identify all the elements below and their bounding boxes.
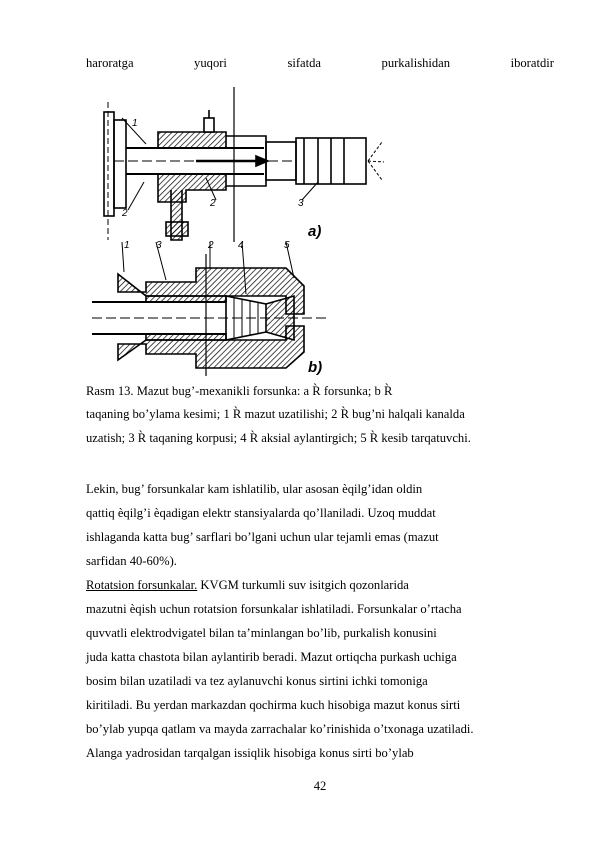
section-heading: Rotatsion forsunkalar. — [86, 578, 198, 592]
paragraph-line: quvvatli elektrodvigatel bilan ta’minlangan bo’lib, purkalish konusini — [86, 626, 437, 640]
paragraph-line: bosim bilan uzatiladi va tez aylanuvchi konus sirtini ichki tomoniga — [86, 674, 428, 688]
label-a-1: 1 — [132, 118, 138, 129]
label-a-2: 2 — [122, 208, 128, 219]
paragraph-line: Alanga yadrosidan tarqalgan issiqlik hisobiga konus sirti bo’ylab — [86, 746, 414, 760]
label-b-1: 1 — [124, 240, 130, 251]
label-a-2b: 2 — [210, 198, 216, 209]
paragraph-line: Lekin, bug’ forsunkalar kam ishlatilib, ular asosan ѐqilg’idan oldin — [86, 482, 423, 496]
paragraph-line: qattiq ѐqilg’i ѐqadigan elektr stansiyalarda qo’llaniladi. Uzoq muddat — [86, 506, 436, 520]
panel-b-drawing — [92, 242, 326, 376]
paragraph-line: bo’ylab yupqa qatlam va mayda zarrachalar ko’rinishida o’txonaga uzatiladi. — [86, 722, 474, 736]
caption-line: Rasm 13. Mazut bug’-mexanikli forsunka: a R̀ forsunka; b R̀ — [86, 384, 393, 398]
section-heading-line — [86, 577, 409, 593]
label-a-3: 3 — [298, 198, 304, 209]
label-b-3: 3 — [156, 240, 162, 251]
panel-a-drawing — [104, 87, 384, 242]
top-word: sifatda — [287, 56, 322, 70]
top-word: purkalishidan — [381, 56, 451, 70]
page-number: 42 — [313, 779, 327, 793]
panel-b-label: b) — [308, 359, 323, 376]
top-word: haroratga — [86, 56, 134, 70]
paragraph-line: sarfidan 40-60%). — [86, 554, 177, 568]
paragraph-line: juda katta chastota bilan aylantirib beradi. Mazut ortiqcha purkash uchiga — [86, 650, 457, 664]
paragraph-line: kiritiladi. Bu yerdan markazdan qochirma kuch hisobiga mazut konus sirti — [86, 698, 461, 712]
paragraph-line: ishlaganda katta bug’ sarflari bo’lgani uchun ular tejamli emas (mazut — [86, 530, 439, 544]
burner-drawing-svg — [86, 82, 386, 378]
top-word: iboratdir — [510, 56, 554, 70]
label-b-4: 4 — [238, 240, 244, 251]
paragraph-line: mazutni ѐqish uchun rotatsion forsunkalar ishlatiladi. Forsunkalar o’rtacha — [86, 602, 462, 616]
caption-line: taqaning bo’ylama kesimi; 1 R̀ mazut uzatilishi; 2 R̀ bug’ni halqali kanalda — [86, 407, 465, 421]
caption-line: uzatish; 3 R̀ taqaning korpusi; 4 R̀ aksial aylantirgich; 5 R̀ kesib tarqatuvchi. — [86, 431, 471, 445]
label-b-5: 5 — [284, 240, 290, 251]
heading-line-rest: KVGM turkumli suv isitgich qozonlarida — [197, 578, 409, 592]
panel-a-label: a) — [308, 223, 322, 240]
burner-drawing — [86, 82, 386, 378]
top-word: yuqori — [194, 56, 227, 70]
label-b-2: 2 — [208, 240, 214, 251]
top-line — [86, 55, 554, 71]
